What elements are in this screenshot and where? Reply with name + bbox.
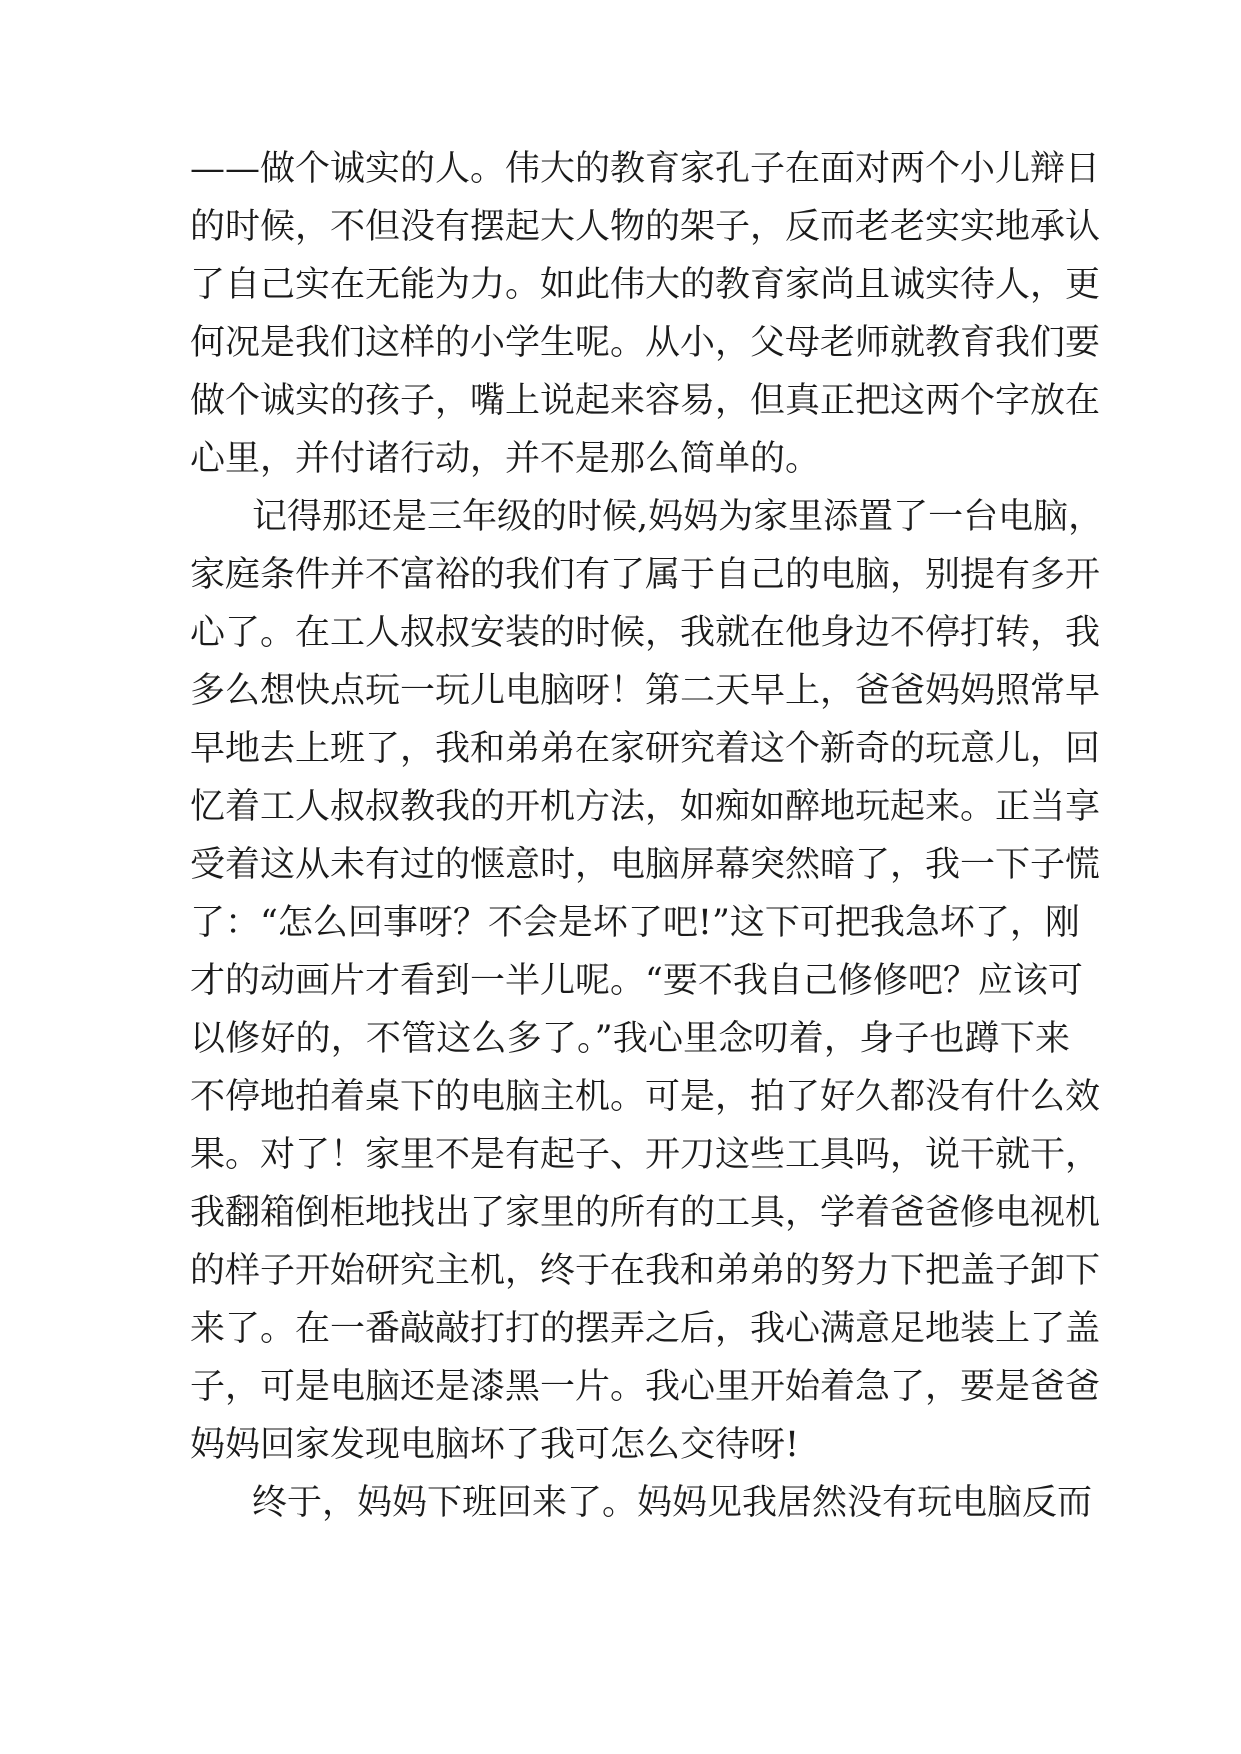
text-line: 终于，妈妈下班回来了。妈妈见我居然没有玩电脑反而 — [252, 1483, 1093, 1523]
text-line: 何况是我们这样的小学生呢。从小，父母老师就教育我们要 — [190, 323, 1101, 363]
text-line: 果。对了！家里不是有起子、开刀这些工具吗，说干就干， — [190, 1135, 1101, 1175]
text-line: 做个诚实的孩子，嘴上说起来容易，但真正把这两个字放在 — [190, 381, 1101, 421]
text-line: 我翻箱倒柜地找出了家里的所有的工具，学着爸爸修电视机 — [190, 1193, 1101, 1233]
essay-text — [190, 140, 1104, 1532]
text-line: 记得那还是三年级的时候,妈妈为家里添置了一台电脑， — [252, 497, 1104, 537]
text-line: 才的动画片才看到一半儿呢。“要不我自己修修吧？应该可 — [190, 961, 1083, 1001]
text-line: 早地去上班了，我和弟弟在家研究着这个新奇的玩意儿，回 — [190, 729, 1101, 769]
text-line: 妈妈回家发现电脑坏了我可怎么交待呀! — [190, 1425, 800, 1465]
text-line: 来了。在一番敲敲打打的摆弄之后，我心满意足地装上了盖 — [190, 1309, 1101, 1349]
text-line: 以修好的，不管这么多了。”我心里念叨着，身子也蹲下来 — [190, 1019, 1070, 1059]
text-line: 心了。在工人叔叔安装的时候，我就在他身边不停打转，我 — [190, 613, 1101, 653]
text-line: 的时候，不但没有摆起大人物的架子，反而老老实实地承认 — [190, 207, 1101, 247]
text-line: 家庭条件并不富裕的我们有了属于自己的电脑，别提有多开 — [190, 555, 1101, 595]
text-line: 受着这从未有过的惬意时，电脑屏幕突然暗了，我一下子慌 — [190, 845, 1101, 885]
text-line: 了自己实在无能为力。如此伟大的教育家尚且诚实待人，更 — [190, 265, 1101, 305]
text-line: 忆着工人叔叔教我的开机方法，如痴如醉地玩起来。正当享 — [190, 787, 1101, 827]
text-line: 多么想快点玩一玩儿电脑呀！第二天早上，爸爸妈妈照常早 — [190, 671, 1101, 711]
text-line: 子，可是电脑还是漆黑一片。我心里开始着急了，要是爸爸 — [190, 1367, 1101, 1407]
text-line: 不停地拍着桌下的电脑主机。可是，拍了好久都没有什么效 — [190, 1077, 1101, 1117]
text-line: 了：“怎么回事呀？不会是坏了吧!”这下可把我急坏了，刚 — [190, 903, 1080, 943]
text-line: 的样子开始研究主机，终于在我和弟弟的努力下把盖子卸下 — [190, 1251, 1101, 1291]
text-line: ——做个诚实的人。伟大的教育家孔子在面对两个小儿辩日 — [190, 149, 1101, 189]
text-line: 心里，并付诸行动，并不是那么简单的。 — [190, 439, 821, 479]
